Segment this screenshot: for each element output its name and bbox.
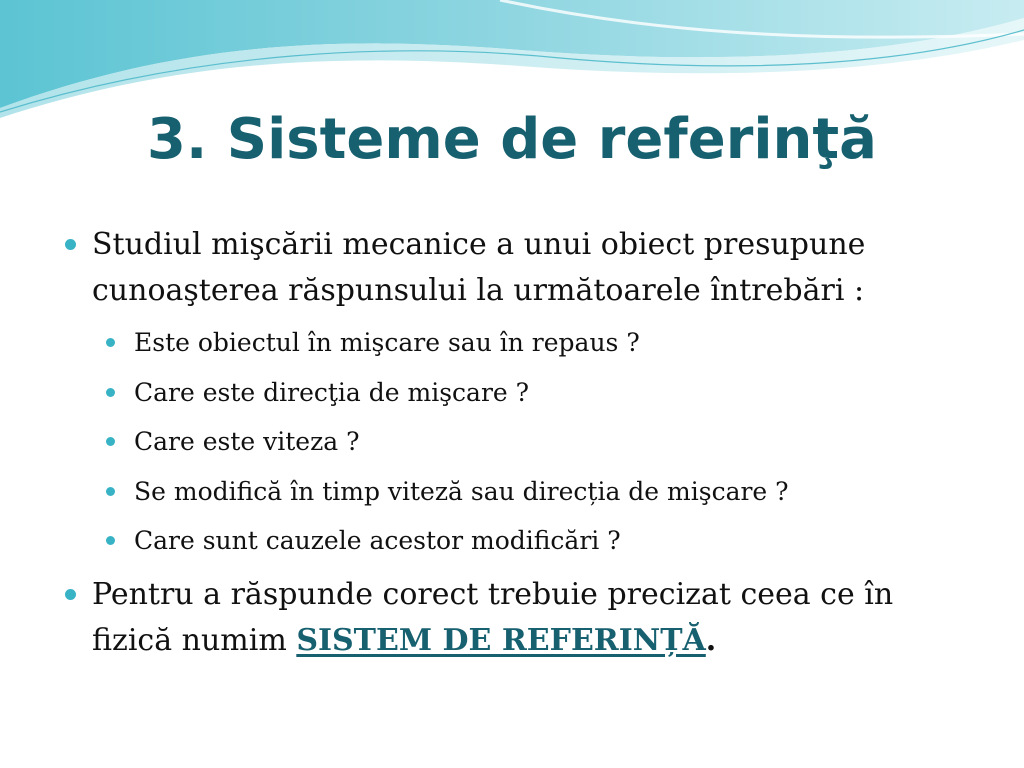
bullet-dot-icon [106,388,115,397]
sub-bullet-item [104,467,962,517]
sentence-period: . [705,622,717,658]
sub-bullet-text: Care este direcţia de mişcare ? [134,377,530,407]
bullet-dot-icon [106,338,115,347]
key-term-link[interactable]: SISTEM DE REFERINȚĂ [296,622,706,658]
bullet-dot-icon [106,437,115,446]
bullet-dot-icon [65,239,76,250]
bullet-dot-icon [106,487,115,496]
sub-bullet-text: Este obiectul în mişcare sau în repaus ? [134,328,640,357]
sub-bullet-text: Care sunt cauzele acestor modificări ? [134,526,621,555]
sub-bullet-item [104,516,962,566]
bullet-point-2-text: Pentru a răspunde corect trebuie precizat ceea ce în fizică numim [92,576,894,658]
sub-bullet-item [104,417,962,467]
sub-bullet-text: Se modifică în timp viteză sau direcția de mişcare ? [134,476,789,506]
bullet-point-1 [62,222,962,314]
bullet-point-1-text: Studiul mişcării mecanice a unui obiect presupune cunoaşterea răspunsului la următoarele întrebări : [92,227,866,308]
bullet-dot-icon [65,589,76,600]
bullet-dot-icon [106,536,115,545]
slide-content [62,222,962,668]
sub-bullet-list [104,318,962,566]
sub-bullet-item [104,368,962,418]
sub-bullet-item [104,318,962,368]
bullet-point-2 [62,572,962,664]
sub-bullet-text: Care este viteza ? [134,427,360,456]
slide-title: 3. Sisteme de referinţă [147,107,877,172]
